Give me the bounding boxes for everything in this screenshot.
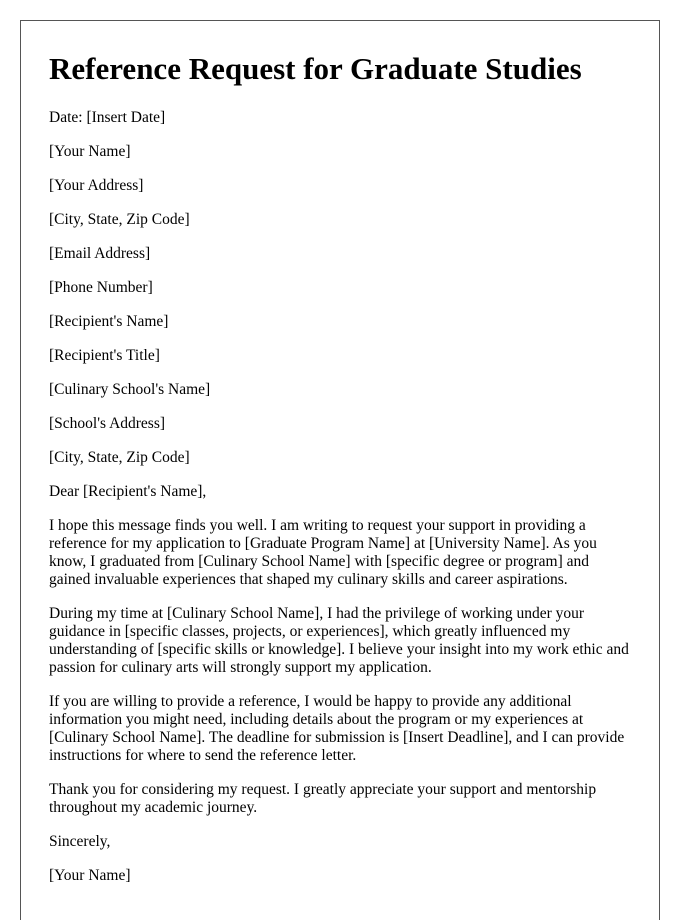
sender-phone: [Phone Number] bbox=[49, 279, 153, 296]
recipient-title: [Recipient's Title] bbox=[49, 347, 160, 364]
body-paragraph-1: I hope this message finds you well. I am writing to request your support in providing a reference for my application to [Graduate Program Name] at [University Name]. As you know, I graduated from [Culinary School Name] with [specific degree or program] and gained invaluable experiences that shaped my culinary skills and career aspirations. bbox=[49, 517, 597, 588]
closing: Sincerely, bbox=[49, 833, 111, 850]
letter-title: Reference Request for Graduate Studies bbox=[49, 51, 582, 86]
sender-city-state-zip: [City, State, Zip Code] bbox=[49, 211, 190, 228]
body-paragraph-3: If you are willing to provide a reference, I would be happy to provide any additional information you might need, including details about the program or my experiences at [Culinary School Name]. The deadline for submission is [Insert Deadline], and I can provide instructions for where to send the reference letter. bbox=[49, 693, 625, 764]
letter-page bbox=[20, 20, 660, 920]
date-line: Date: [Insert Date] bbox=[49, 109, 166, 126]
sender-address: [Your Address] bbox=[49, 177, 144, 194]
recipient-school: [Culinary School's Name] bbox=[49, 381, 211, 398]
body-paragraph-2: During my time at [Culinary School Name], I had the privilege of working under your guidance in [specific classes, projects, or experiences], which greatly influenced my understanding of [specific skills or knowledge]. I believe your insight into my work ethic and passion for culinary arts will strongly support my application. bbox=[49, 605, 629, 676]
body-paragraph-4: Thank you for considering my request. I greatly appreciate your support and mentorship throughout my academic journey. bbox=[49, 781, 597, 816]
recipient-city-state-zip: [City, State, Zip Code] bbox=[49, 449, 190, 466]
signature: [Your Name] bbox=[49, 867, 131, 884]
recipient-address: [School's Address] bbox=[49, 415, 166, 432]
sender-email: [Email Address] bbox=[49, 245, 151, 262]
recipient-name: [Recipient's Name] bbox=[49, 313, 169, 330]
salutation: Dear [Recipient's Name], bbox=[49, 483, 207, 500]
sender-name: [Your Name] bbox=[49, 143, 131, 160]
